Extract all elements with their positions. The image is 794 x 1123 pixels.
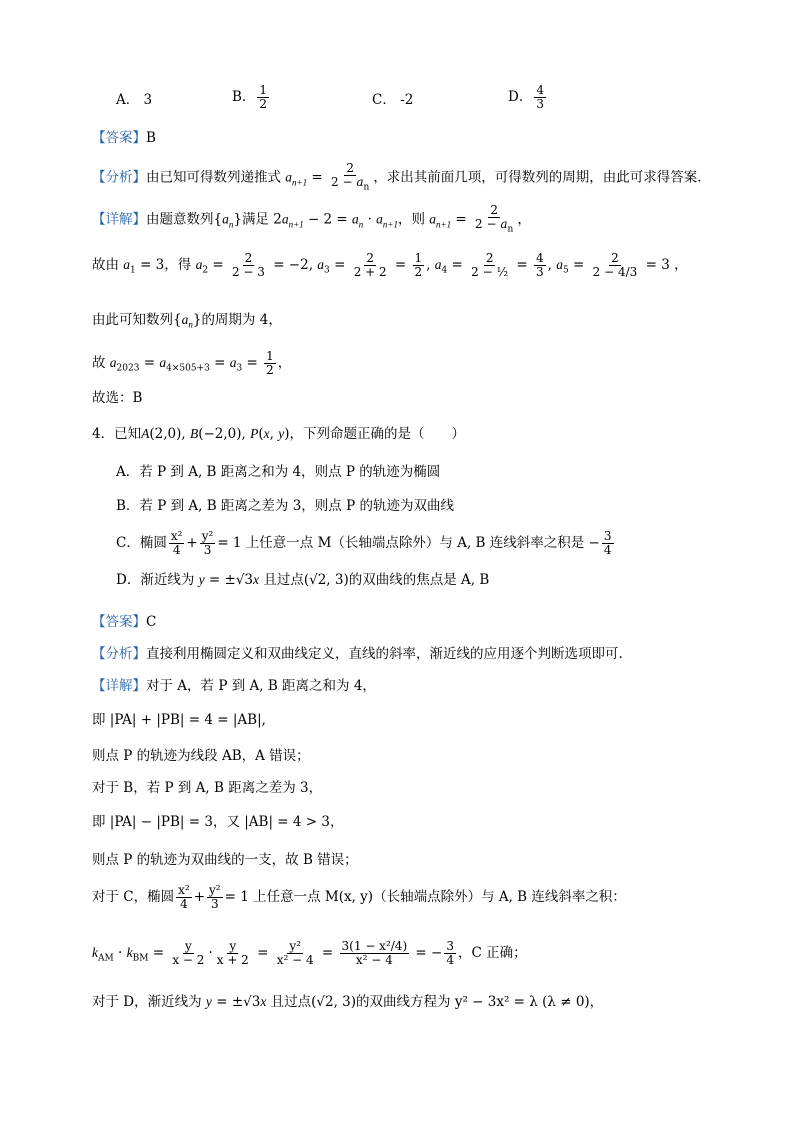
q3-answer: 【答案】B (92, 130, 156, 146)
q3-period: 由此可知数列$\{a_n\}$的周期为 4， (92, 312, 282, 330)
q3-analysis: 【分析】由已知可得数列递推式 $a_{n+1}$ = $\frac{2}{2 - a_n}$ ，求出其前面几项，可得数列的周期，由此可求得答案. (92, 161, 702, 193)
q4-detail-2: 即 |PA| + |PB| = 4 = |AB|, (92, 712, 266, 728)
q3-detail: 【详解】由题意数列$\{a_n\}$满足 $2a_{n+1} - 2 = a_n \cdot a_{n+1}$，则 $a_{n+1}$ = $\frac{2}{2 - a_n}$ ， (92, 203, 531, 235)
q4-option-a: A．若 P 到 A, B 距离之和为 4，则点 P 的轨迹为椭圆 (116, 464, 441, 480)
q4-detail-8: $k_{AM} \cdot k_{BM}$ = $\frac{y}{x - 2}$ · $\frac{y}{x + 2}$ = $\frac{\text{y²}}{\text{x² − 4}}$ = $\frac{\text{3(1 − x²/4)}}{\text{x² − 4}}$ = − $\frac{3}{4}$ ，C 正确； (92, 939, 527, 967)
q4-detail-4: 对于 B，若 P 到 A, B 距离之差为 3， (92, 780, 323, 796)
q4-detail-6: 则点 P 的轨迹为双曲线的一支，故 B 错误； (92, 852, 358, 868)
q4-stem: 4．已知A(2,0), B(−2,0), P(x, y)，下列命题正确的是（ ） (92, 426, 465, 442)
option-d: D． $\frac{4}{3}$ (508, 83, 544, 111)
q4-detail-3: 则点 P 的轨迹为线段 AB，A 错误； (92, 748, 310, 764)
q4-answer: 【答案】C (92, 614, 157, 630)
fraction: $\frac{4}{3}$ (536, 83, 544, 111)
fraction: $\frac{1}{2}$ (259, 83, 268, 111)
q3-computation: 故由 $a_1 = 3$，得 $a_2$ = $\frac{2}{2 - 3}$ = −2, $a_3$ = $\frac{2}{2 + 2}$ = $\frac{1}{2}$ , $a_4$ = $\frac{2}{\text{2 − ½}}$ = $\frac{4}{3}$ , $a_5$ = $\frac{2}{2 - 4/3}$ = 3 ， (92, 251, 688, 279)
option-b: B． $\frac{1}{2}$ (232, 83, 268, 111)
q4-option-b: B．若 P 到 A, B 距离之差为 3，则点 P 的轨迹为双曲线 (116, 498, 454, 514)
q4-option-d: D．渐近线为 y = ±√3x 且过点(√2, 3)的双曲线的焦点是 A, B (116, 572, 490, 588)
option-a: A． 3 (116, 92, 153, 108)
q4-option-c: C．椭圆 $\frac{\text{x²}}{4}$ + $\frac{\text{y²}}{3}$ = 1 上任意一点 M（长轴端点除外）与 A, B 连线斜率之积是 − $\frac{3}{4}$ (116, 529, 612, 557)
q3-result: 故 $a_{2023} = a_{4\times 505+3} = a_3$ = $\frac{1}{2}$ ， (92, 349, 292, 377)
q4-detail-5: 即 |PA| − |PB| = 3，又 |AB| = 4 > 3， (92, 814, 344, 830)
q4-detail-9: 对于 D，渐近线为 y = ±√3x 且过点(√2, 3)的双曲线方程为 y² − 3x² = λ (λ ≠ 0)， (92, 994, 604, 1010)
q3-choose: 故选：B (92, 390, 143, 406)
q4-analysis: 【分析】直接利用椭圆定义和双曲线定义，直线的斜率，渐近线的应用逐个判断选项即可. (92, 646, 623, 662)
q4-detail-1: 【详解】对于 A，若 P 到 A, B 距离之和为 4， (92, 678, 376, 694)
option-c: C． -2 (372, 92, 414, 108)
q4-detail-7: 对于 C，椭圆 $\frac{\text{x²}}{4}$ + $\frac{\text{y²}}{3}$ = 1 上任意一点 M(x, y)（长轴端点除外）与 A, B 连线斜率之积： (92, 883, 626, 911)
